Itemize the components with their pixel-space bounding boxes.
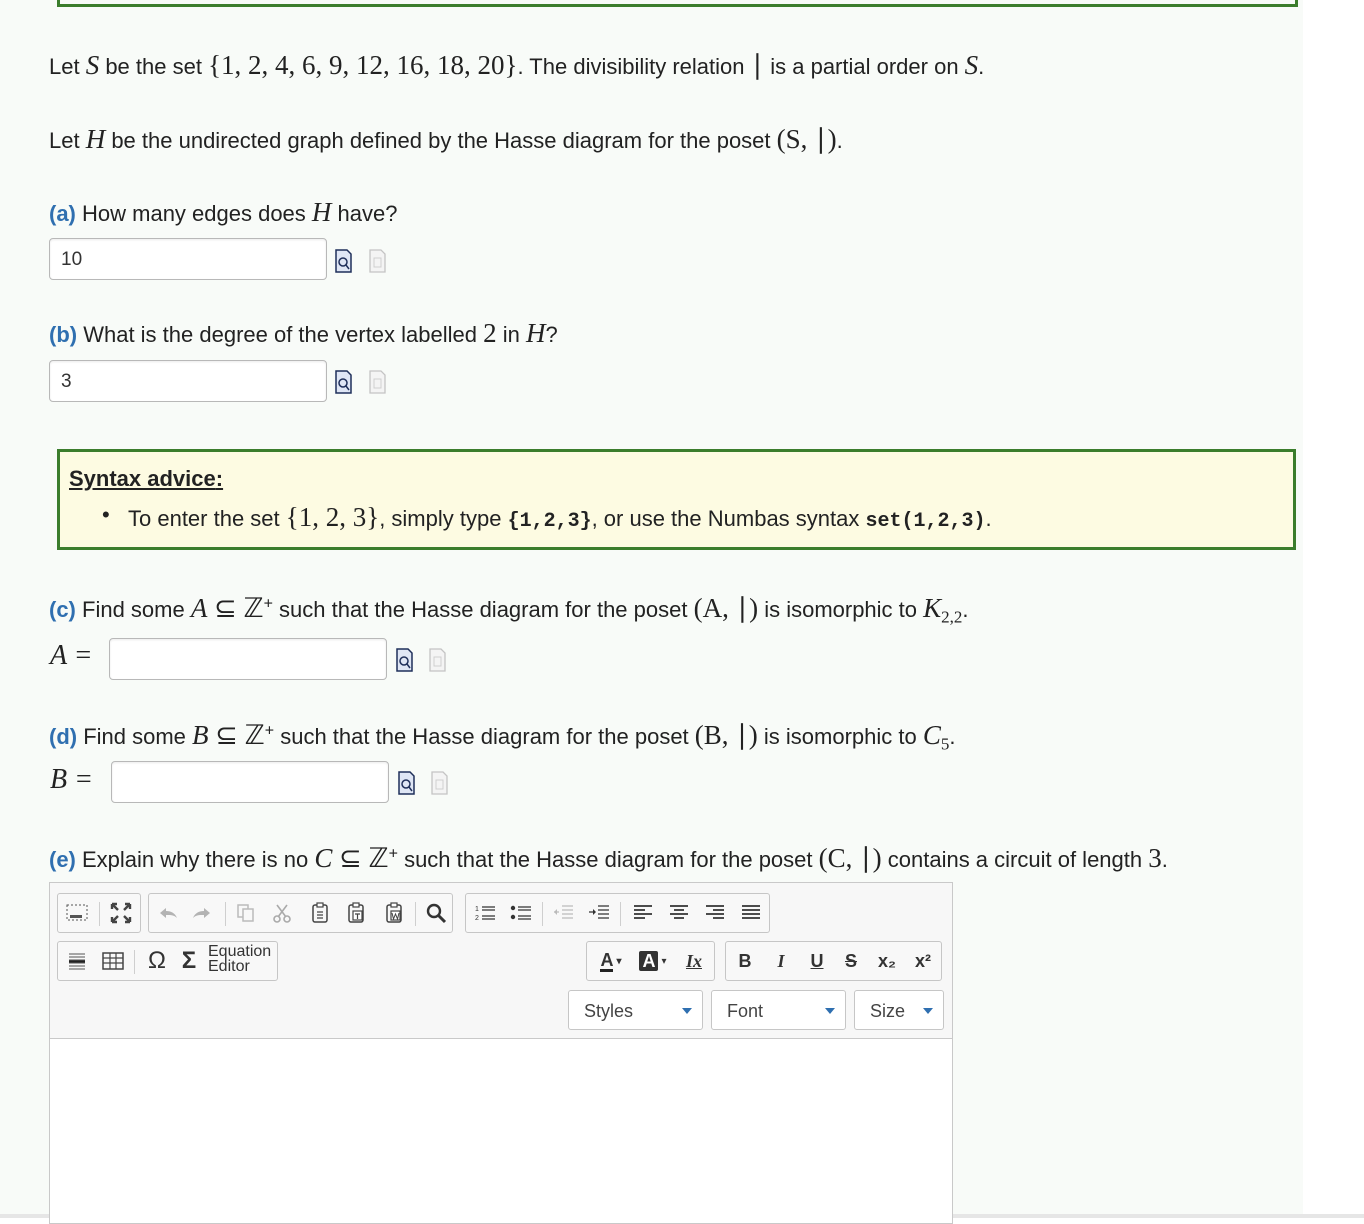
toolbar-group-colors — [586, 941, 715, 981]
part-d-eq-label: B = — [50, 764, 93, 795]
styles-dropdown[interactable]: Styles — [568, 990, 703, 1030]
chevron-down-icon — [923, 1008, 933, 1014]
svg-text:2: 2 — [475, 915, 479, 922]
editor-toolbar — [50, 883, 952, 1039]
bullet: • — [102, 502, 110, 527]
part-e-question: (e) Explain why there is no C ⊆ ℤ+ such that the Hasse diagram for the poset (C, ∣) contains a circuit of length 3. — [49, 843, 1168, 873]
bold-button[interactable]: B — [738, 950, 752, 971]
toolbar-group-paragraph — [465, 893, 770, 933]
toolbar-group-basicstyles — [725, 941, 942, 981]
part-b-answer-input[interactable]: 3 — [49, 360, 327, 402]
preview-answer-icon[interactable] — [398, 771, 415, 795]
underline-button[interactable]: U — [810, 950, 824, 971]
paste-word-icon[interactable] — [377, 894, 411, 932]
previous-advice-box — [57, 0, 1298, 7]
part-d-answer-input[interactable] — [111, 761, 389, 803]
cut-icon[interactable] — [265, 894, 299, 932]
align-left-icon[interactable] — [626, 894, 660, 932]
special-char-icon[interactable]: Ω — [148, 947, 166, 974]
part-d-question: (d) Find some B ⊆ ℤ+ such that the Hasse diagram for the poset (B, ∣) is isomorphic to $C_5$. — [49, 720, 956, 754]
source-icon[interactable] — [60, 894, 94, 932]
font-dropdown[interactable]: Font — [711, 990, 846, 1030]
part-b-question: (b) What is the degree of the vertex labelled 2 in H? — [49, 318, 558, 348]
subscript-button[interactable]: x₂ — [877, 950, 896, 971]
paste-text-icon[interactable] — [339, 894, 373, 932]
part-a-answer-input[interactable]: 10 — [49, 238, 327, 280]
part-a-question: (a) How many edges does H have? — [49, 197, 398, 227]
background-color-button[interactable]: A ▾ — [633, 942, 673, 980]
numbered-list-icon[interactable] — [468, 894, 502, 932]
indent-icon[interactable] — [582, 894, 616, 932]
justify-icon[interactable] — [734, 894, 768, 932]
table-icon[interactable] — [96, 942, 130, 980]
syntax-advice-item: To enter the set {1, 2, 3}, simply type {1,2,3}, or use the Numbas syntax set(1,2,3). — [128, 502, 992, 533]
undo-icon[interactable] — [151, 894, 185, 932]
toolbar-group-insert — [57, 941, 278, 981]
editor-content-area[interactable] — [50, 1039, 952, 1223]
paste-icon[interactable] — [303, 894, 337, 932]
svg-text:1: 1 — [475, 906, 479, 913]
chevron-down-icon — [825, 1008, 835, 1014]
sigma-icon[interactable]: Σ — [181, 947, 197, 974]
maximize-icon[interactable] — [104, 894, 138, 932]
feedback-icon[interactable] — [429, 648, 446, 672]
copy-icon[interactable] — [229, 894, 263, 932]
intro-line-2: Let H be the undirected graph defined by the Hasse diagram for the poset (S, ∣). — [49, 124, 843, 154]
preview-answer-icon[interactable] — [335, 370, 352, 394]
syntax-advice-title: Syntax advice: — [69, 466, 224, 491]
chevron-down-icon — [682, 1008, 692, 1014]
bulleted-list-icon[interactable] — [504, 894, 538, 932]
preview-answer-icon[interactable] — [335, 249, 352, 273]
outdent-icon[interactable] — [546, 894, 580, 932]
preview-answer-icon[interactable] — [396, 648, 413, 672]
align-center-icon[interactable] — [662, 894, 696, 932]
intro-line-1: Let S be the set {1, 2, 4, 6, 9, 12, 16, 18, 20}. The divisibility relation ∣ is a partial order on S. — [49, 50, 985, 80]
syntax-advice-box — [57, 449, 1296, 550]
italic-button[interactable]: I — [777, 950, 785, 971]
feedback-icon[interactable] — [369, 370, 386, 394]
toolbar-group-clipboard — [148, 893, 453, 933]
remove-format-button[interactable]: Ix — [685, 950, 702, 971]
strikethrough-button[interactable]: S — [844, 950, 857, 971]
toolbar-group-source — [57, 893, 141, 933]
feedback-icon[interactable] — [369, 249, 386, 273]
superscript-button[interactable]: x² — [914, 950, 931, 971]
part-c-answer-input[interactable] — [109, 638, 387, 680]
part-c-question: (c) Find some A ⊆ ℤ+ such that the Hasse diagram for the poset (A, ∣) is isomorphic to $K_{2,2}$. — [49, 593, 969, 627]
redo-icon[interactable] — [185, 894, 219, 932]
part-c-eq-label: A = — [50, 640, 93, 671]
size-dropdown[interactable]: Size — [854, 990, 944, 1030]
text-color-button[interactable]: A ▾ — [600, 949, 622, 970]
equation-editor-button[interactable]: Equation Editor — [208, 943, 272, 975]
find-icon[interactable] — [419, 894, 453, 932]
align-right-icon[interactable] — [698, 894, 732, 932]
horizontal-line-icon[interactable] — [60, 942, 94, 980]
rich-text-editor — [49, 882, 953, 1224]
feedback-icon[interactable] — [431, 771, 448, 795]
